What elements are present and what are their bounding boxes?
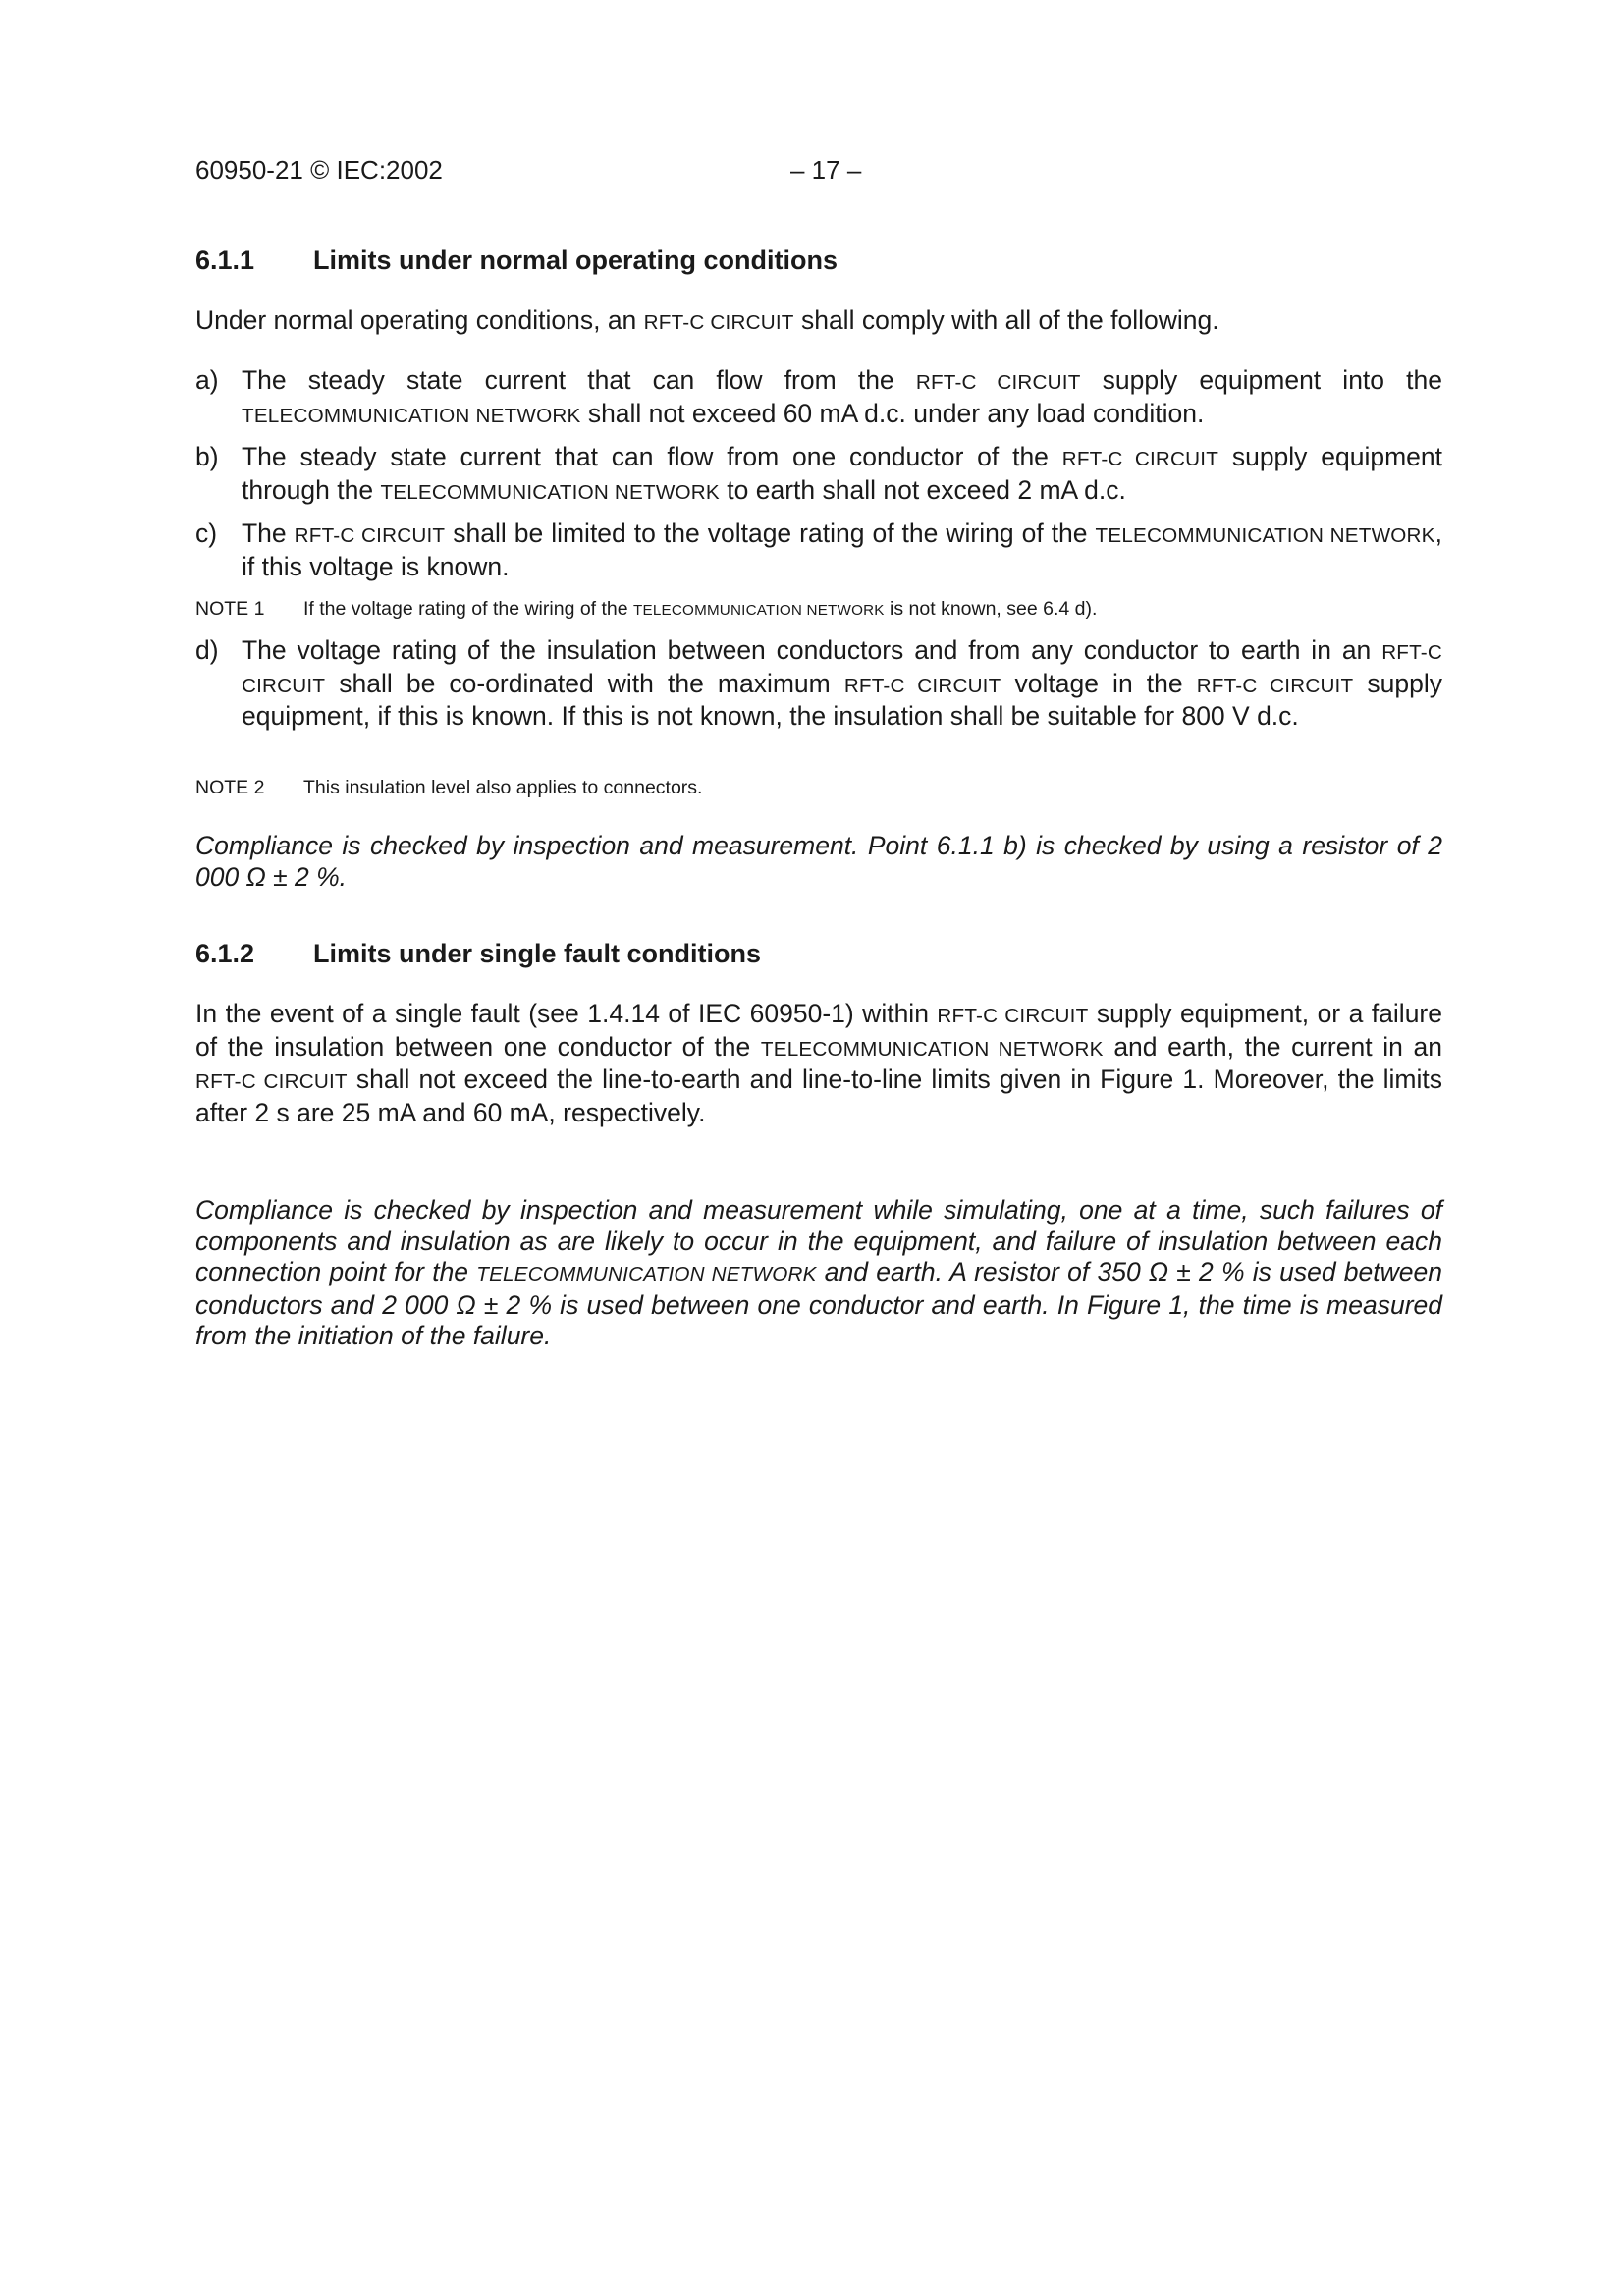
text: and earth. A resistor of 350 Ω ± 2 % is used between conductors and 2 000 Ω ± 2 % is used between one conductor and earth. In Figure 1, the time is measured from the initiation of the failure. — [195, 1257, 1442, 1350]
list-item-d — [195, 635, 1442, 733]
text: The steady state current that can flow from the — [242, 365, 916, 395]
text: voltage in the — [1001, 668, 1197, 698]
section-title: Limits under single fault conditions — [313, 939, 762, 968]
note-2 — [195, 776, 1442, 799]
defined-term: RFT-C CIRCUIT — [1061, 448, 1219, 470]
list-label: b) — [195, 442, 219, 471]
compliance-paragraph-6-1-2 — [195, 1195, 1442, 1352]
fault-paragraph — [195, 999, 1442, 1128]
text: is not known, see 6.4 d). — [884, 598, 1098, 620]
note-1 — [195, 597, 1442, 623]
note-label: NOTE 2 — [195, 777, 265, 798]
text: If the voltage rating of the wiring of the — [303, 598, 634, 620]
defined-term: RFT-C CIRCUIT — [242, 641, 1442, 697]
text: shall be co-ordinated with the maximum — [325, 668, 844, 698]
defined-term: RFT-C CIRCUIT — [195, 1070, 348, 1093]
section-heading-6-1-2 — [195, 939, 761, 969]
section-heading-6-1-1 — [195, 246, 838, 276]
defined-term: RFT-C CIRCUIT — [843, 674, 1001, 697]
text: shall not exceed 60 mA d.c. under any load condition. — [580, 398, 1205, 428]
text: This insulation level also applies to connectors. — [303, 777, 703, 798]
text: to earth shall not exceed 2 mA d.c. — [719, 474, 1126, 505]
defined-term: TELECOMMUNICATION NETWORK — [380, 480, 720, 504]
text: and earth, the current in an — [1103, 1031, 1443, 1062]
section-title: Limits under normal operating conditions — [313, 246, 839, 275]
list-item-a — [195, 365, 1442, 431]
text: Under normal operating conditions, an — [195, 305, 644, 335]
text: Compliance is checked by inspection and measurement while simulating, one at a time, such failures of components and insulation as are likely to occur in the equipment, and failure of insulation between each connection point for the — [195, 1195, 1442, 1286]
text: supply equipment, or a failure of the insulation between one conductor of the — [195, 999, 1442, 1062]
section-number: 6.1.1 — [195, 246, 255, 275]
text: supply equipment through the — [242, 442, 1442, 505]
text: In the event of a single fault (see 1.4.14 of IEC 60950-1) within — [195, 999, 938, 1028]
list-label: c) — [195, 519, 218, 548]
page-number: – 17 – — [790, 155, 862, 185]
text: The voltage rating of the insulation between conductors and from any conductor to earth in an — [242, 635, 1382, 665]
defined-term: TELECOMMUNICATION NETWORK — [242, 404, 581, 427]
defined-term: RFT-C CIRCUIT — [1196, 674, 1354, 697]
list-label: a) — [195, 365, 219, 395]
intro-paragraph — [195, 305, 1442, 339]
text: shall comply with all of the following. — [793, 305, 1219, 335]
defined-term: TELECOMMUNICATION NETWORK — [476, 1263, 817, 1285]
defined-term: RFT-C CIRCUIT — [294, 524, 446, 547]
defined-term: TELECOMMUNICATION NETWORK — [1095, 524, 1435, 547]
compliance-paragraph-6-1-1: Compliance is checked by inspection and measurement. Point 6.1.1 b) is checked by using a resistor of 2 000 Ω ± 2 %. — [195, 831, 1442, 892]
defined-term: RFT-C CIRCUIT — [915, 371, 1081, 394]
text: The steady state current that can flow from one conductor of the — [242, 442, 1062, 471]
text: supply equipment, if this is known. If this is not known, the insulation shall be suitable for 800 V d.c. — [242, 668, 1443, 731]
defined-term: TELECOMMUNICATION NETWORK — [760, 1037, 1104, 1061]
text: supply equipment into the — [1080, 365, 1443, 395]
text: The — [242, 519, 295, 548]
defined-term: TELECOMMUNICATION NETWORK — [633, 602, 885, 619]
list-item-b — [195, 442, 1442, 508]
list-item-c — [195, 519, 1442, 582]
text: shall not exceed the line-to-earth and line-to-line limits given in Figure 1. Moreover, the limits after 2 s are 25 mA and 60 mA, respectively. — [195, 1065, 1442, 1127]
note-label: NOTE 1 — [195, 598, 265, 620]
text: shall be limited to the voltage rating of the wiring of the — [445, 519, 1096, 548]
defined-term: RFT-C CIRCUIT — [937, 1005, 1089, 1027]
document-id: 60950-21 © IEC:2002 — [195, 155, 443, 185]
section-number: 6.1.2 — [195, 939, 255, 968]
defined-term: RFT-C CIRCUIT — [643, 311, 794, 334]
list-label: d) — [195, 635, 219, 665]
text: , if this voltage is known. — [242, 519, 1443, 581]
